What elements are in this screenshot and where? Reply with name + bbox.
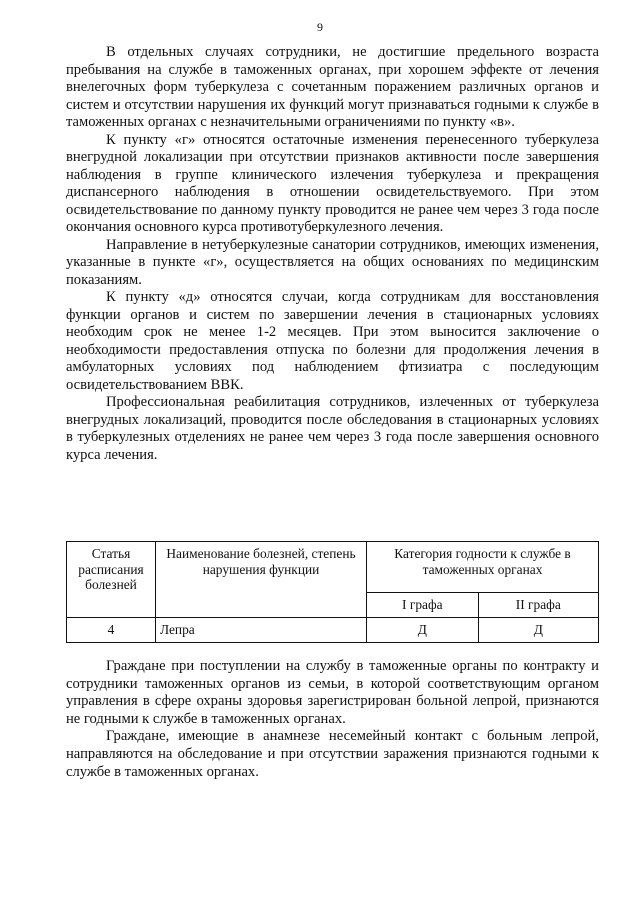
header-disease-name: Наименование болезней, степень нарушения функции <box>156 542 367 618</box>
row-column-2-value: Д <box>478 618 598 643</box>
page-number: 9 <box>317 20 323 34</box>
paragraph-2: К пункту «г» относятся остаточные изменения перенесенного туберкулеза внегрудной локализации при отсутствии признаков активности после завершения наблюдения в группе клинического излечения туберкулеза и прекращения диспансерного наблюдения в отношении освидетельствуемого. При этом освидетельствование по данному пункту проводится не ранее чем через 3 года после окончания основного курса противотуберкулезного лечения. <box>66 131 599 235</box>
top-text-block <box>66 44 599 464</box>
table-header-row <box>67 542 599 593</box>
fitness-table <box>66 541 599 643</box>
header-category: Категория годности к службе в таможенных органах <box>367 542 599 593</box>
row-column-1-value: Д <box>367 618 479 643</box>
paragraph-7: Граждане, имеющие в анамнезе несемейный контакт с больным лепрой, направляются на обследование и при отсутствии заражения признаются годными к службе в таможенных органах. <box>66 728 599 780</box>
row-disease-name: Лепра <box>156 618 367 643</box>
header-column-1: I графа <box>367 593 479 618</box>
bottom-text-block <box>66 658 599 781</box>
paragraph-3: Направление в нетуберкулезные санатории сотрудников, имеющих изменения, указанные в пункте «г», осуществляется на общих основаниях по медицинским показаниям. <box>66 236 599 288</box>
paragraph-6: Граждане при поступлении на службу в таможенные органы по контракту и сотрудники таможенных органов из семьи, в которой соответствующим органом управления в сфере охраны здоровья зарегистрирован больной лепрой, признаются не годными к службе в таможенных органах. <box>66 658 599 727</box>
row-article: 4 <box>67 618 156 643</box>
table-row <box>67 618 599 643</box>
paragraph-4: К пункту «д» относятся случаи, когда сотрудникам для восстановления функции органов и систем по завершении лечения в стационарных условиях необходим срок не менее 1-2 месяцев. При этом выносится заключение о необходимости предоставления отпуска по болезни для продолжения лечения в амбулаторных условиях под наблюдением фтизиатра с последующим освидетельствованием ВВК. <box>66 289 599 393</box>
header-article: Статья расписания болезней <box>67 542 156 618</box>
header-column-2: II графа <box>478 593 598 618</box>
paragraph-5: Профессиональная реабилитация сотрудников, излеченных от туберкулеза внегрудных локализаций, проводится после обследования в стационарных условиях в туберкулезных отделениях не ранее чем через 3 года после завершения основного курса лечения. <box>66 394 599 463</box>
paragraph-1: В отдельных случаях сотрудники, не достигшие предельного возраста пребывания на службе в таможенных органах, при хорошем эффекте от лечения внелегочных форм туберкулеза с сочетанным поражением различных органов и систем и отсутствии нарушения их функций могут признаваться годными к службе в таможенных органах с незначительными ограничениями по пункту «в». <box>66 44 599 130</box>
